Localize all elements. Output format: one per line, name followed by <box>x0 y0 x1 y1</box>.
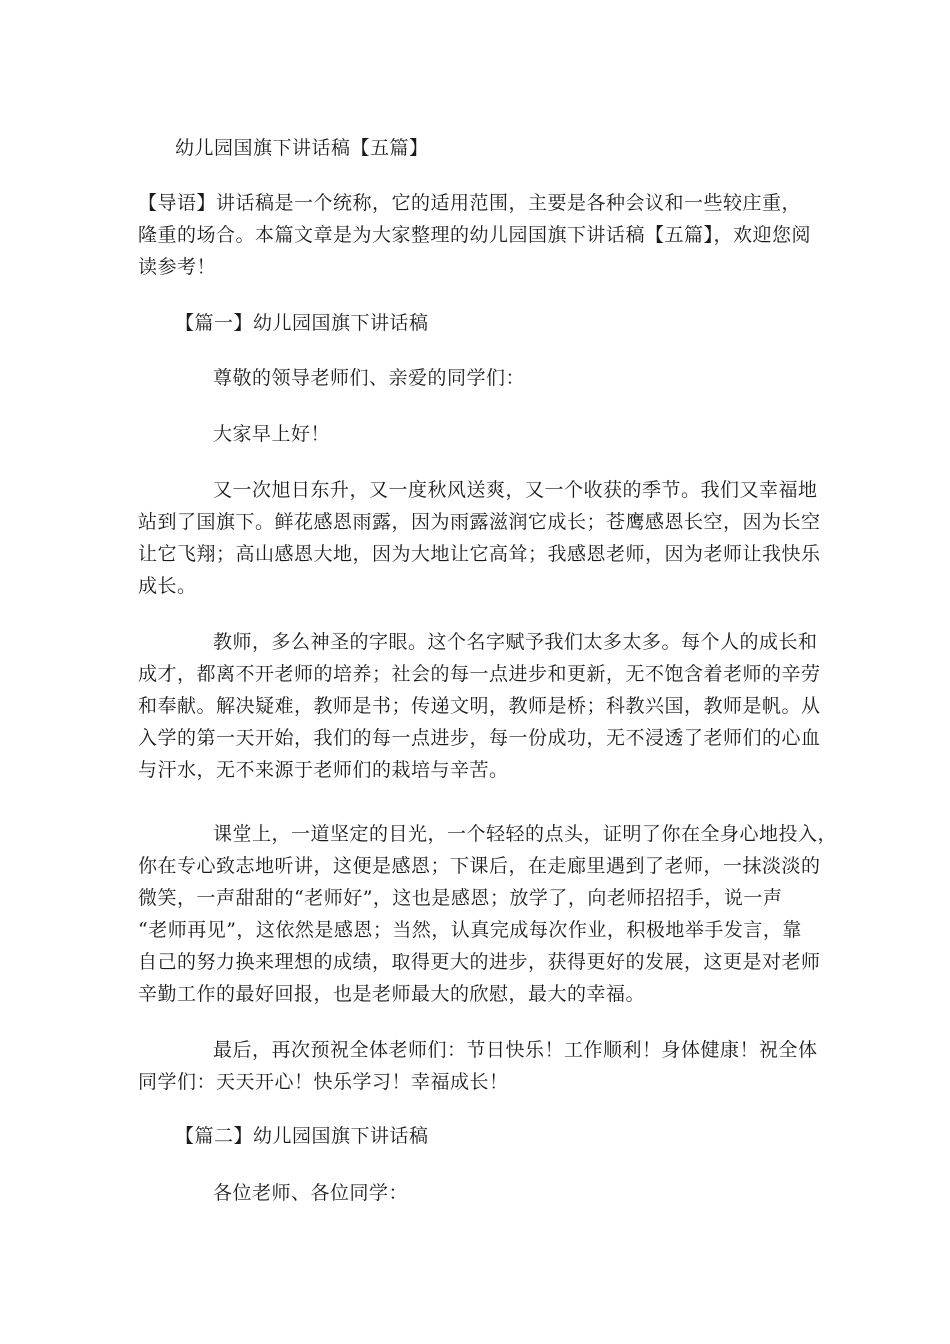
paragraph-line: 课堂上，一道坚定的目光，一个轻轻的点头，证明了你在全身心地投入， <box>213 823 838 845</box>
paragraph-line: 最后，再次预祝全体老师们：节日快乐！工作顺利！身体健康！祝全体 <box>213 1039 818 1061</box>
section2-salutation: 各位老师、各位同学： <box>213 1182 409 1204</box>
intro-paragraph <box>138 187 838 283</box>
intro-line: 隆重的场合。本篇文章是为大家整理的幼儿园国旗下讲话稿【五篇】，欢迎您阅 <box>138 224 812 246</box>
paragraph-line: 与汗水，无不来源于老师们的栽培与辛苦。 <box>138 759 509 781</box>
intro-line: 【导语】讲话稿是一个统称，它的适用范围，主要是各种会议和一些较庄重， <box>138 192 802 214</box>
paragraph-line: 你在专心致志地听讲，这便是感恩；下课后，在走廊里遇到了老师，一抹淡淡的 <box>138 855 821 877</box>
section1-paragraph-2 <box>138 626 821 786</box>
paragraph-line: 让它飞翔；高山感恩大地，因为大地让它高耸；我感恩老师，因为老师让我快乐 <box>138 543 821 565</box>
section1-paragraph-1 <box>138 474 821 602</box>
document-title: 幼儿园国旗下讲话稿【五篇】 <box>175 137 429 159</box>
paragraph-line: 自己的努力换来理想的成绩，取得更大的进步，获得更好的发展，这更是对老师 <box>138 951 821 973</box>
section1-salutation: 尊敬的领导老师们、亲爱的同学们： <box>213 367 526 389</box>
section1-paragraph-3 <box>138 818 838 1010</box>
paragraph-line: 入学的第一天开始，我们的每一点进步，每一份成功，无不浸透了老师们的心血 <box>138 727 821 749</box>
paragraph-line: 又一次旭日东升，又一度秋风送爽，又一个收获的季节。我们又幸福地 <box>213 479 818 501</box>
paragraph-line: 教师，多么神圣的字眼。这个名字赋予我们太多太多。每个人的成长和 <box>213 631 818 653</box>
paragraph-line: 成才，都离不开老师的培养；社会的每一点进步和更新，无不饱含着老师的辛劳 <box>138 663 821 685</box>
section1-greeting: 大家早上好！ <box>213 423 331 445</box>
paragraph-line: 和奉献。解决疑难，教师是书；传递文明，教师是桥；科教兴国，教师是帆。从 <box>138 695 821 717</box>
section1-paragraph-4 <box>138 1034 818 1098</box>
paragraph-line: 成长。 <box>138 575 197 597</box>
intro-line: 读参考！ <box>138 256 217 278</box>
paragraph-line: 同学们：天天开心！快乐学习！幸福成长！ <box>138 1071 509 1093</box>
paragraph-line: 微笑，一声甜甜的“老师好”，这也是感恩；放学了，向老师招招手，说一声 <box>138 887 783 909</box>
section2-heading: 【篇二】幼儿园国旗下讲话稿 <box>175 1125 429 1147</box>
paragraph-line: 辛勤工作的最好回报，也是老师最大的欣慰，最大的幸福。 <box>138 983 646 1005</box>
paragraph-line: “老师再见”，这依然是感恩；当然，认真完成每次作业，积极地举手发言，靠 <box>138 919 802 941</box>
section1-heading: 【篇一】幼儿园国旗下讲话稿 <box>175 312 429 334</box>
paragraph-line: 站到了国旗下。鲜花感恩雨露，因为雨露滋润它成长；苍鹰感恩长空，因为长空 <box>138 511 821 533</box>
